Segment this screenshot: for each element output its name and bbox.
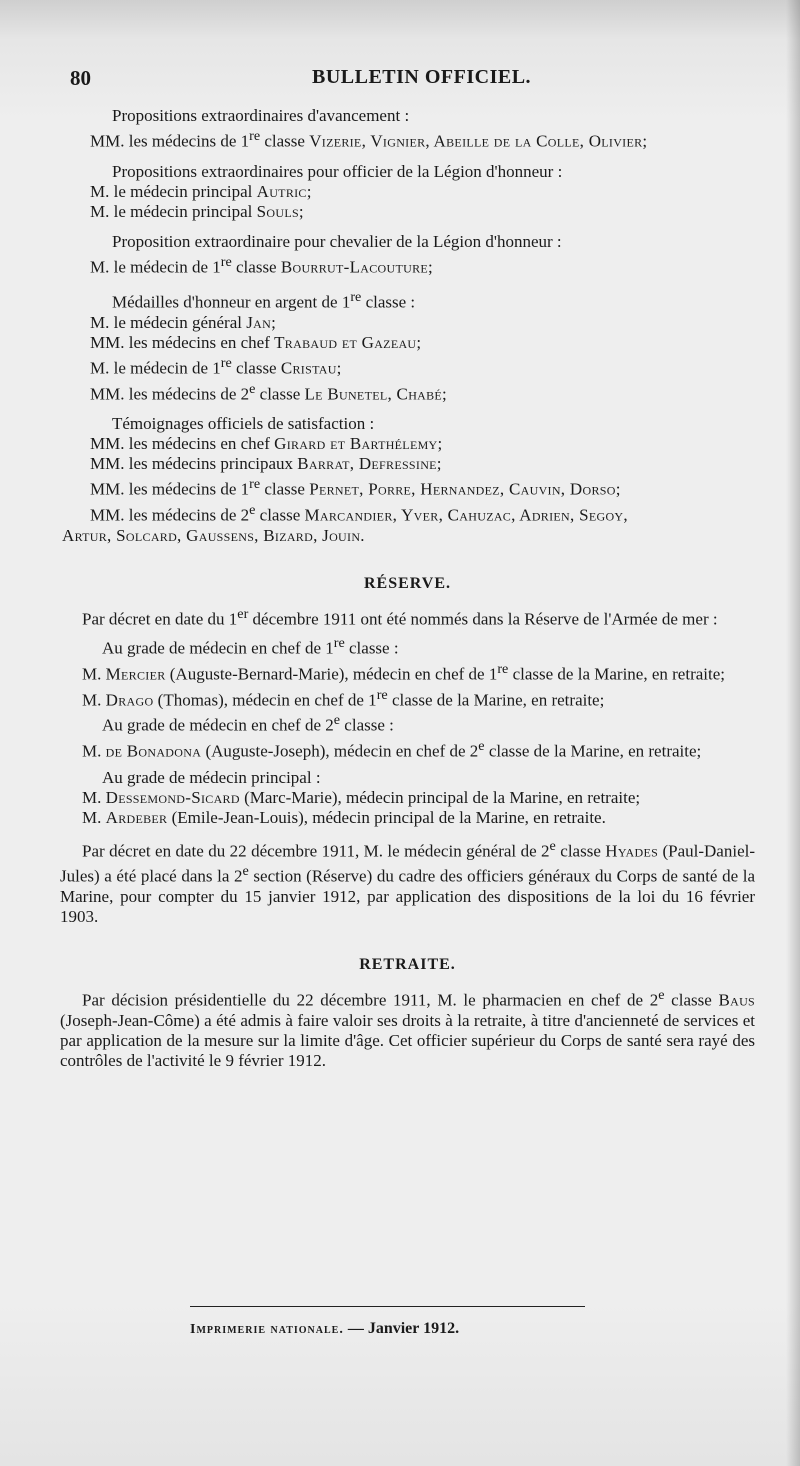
text: classe de la Marine, en retraite; (508, 664, 725, 684)
text: Par décret en date du 1 (82, 609, 238, 629)
text: Par décision présidentielle du 22 décembre 1911, M. le pharmacien en chef de 2 (82, 990, 659, 1010)
text: classe : (340, 715, 394, 735)
text: M. le médecin principal (90, 181, 257, 201)
names: Jan; (246, 312, 277, 332)
temoignages-line-2 (60, 454, 755, 474)
text: M. (82, 741, 106, 761)
names: Bourrut-Lacouture; (280, 257, 434, 277)
superscript: re (249, 476, 261, 493)
text: classe (260, 131, 310, 151)
temoignages-line-5 (60, 526, 755, 546)
names: Barrat, Defressine; (297, 454, 442, 474)
text: classe (555, 841, 606, 861)
names: Hyades (605, 841, 659, 861)
reserve-title: RÉSERVE. (363, 574, 451, 592)
temoignages-heading: Témoignages officiels de satisfaction : (112, 414, 375, 434)
superscript: er (237, 605, 249, 622)
text: M. (82, 807, 106, 827)
text: classe (664, 990, 719, 1010)
reserve-dessemond (60, 788, 755, 808)
text: (Emile-Jean-Louis), médecin principal de la Marine, en retraite. (167, 807, 606, 827)
text: (Marc-Marie), médecin principal de la Marine, en retraite; (239, 787, 641, 807)
reserve-drago (60, 685, 755, 711)
avancement-line (60, 126, 755, 152)
text: classe (255, 505, 305, 525)
superscript: e (549, 837, 556, 854)
text: (Joseph-Jean-Côme) a été admis à faire valoir ses droits à la retraite, à titre d'ancienneté de services et par application de la mesure sur la limite d'âge. Cet officier supérieur du Corps de santé sera rayé des contrôles de l'activité le 9 février 1912. (60, 1010, 755, 1070)
text: M. le médecin de 1 (90, 257, 221, 277)
running-title: BULLETIN OFFICIEL. (312, 66, 532, 88)
superscript: re (220, 354, 232, 371)
text: classe (231, 257, 281, 277)
page-header (70, 66, 770, 94)
text: classe (255, 384, 305, 404)
avancement-heading: Propositions extraordinaires d'avancement : (112, 106, 410, 125)
superscript: re (376, 686, 388, 703)
superscript: re (333, 635, 345, 652)
medailles-line-2 (60, 333, 755, 353)
imprint-line (190, 1320, 459, 1338)
text: classe de la Marine, en retraite; (484, 741, 702, 761)
page-footer (190, 1306, 610, 1346)
medailles-line-4 (60, 379, 755, 405)
imprint-date: — Janvier 1912. (343, 1320, 460, 1337)
retraite-title: RETRAITE. (359, 955, 456, 973)
page-body (60, 106, 755, 1071)
reserve-grade-3: Au grade de médecin principal : (102, 767, 321, 787)
names: Ardeber (105, 807, 168, 827)
text: section (Réserve) du cadre des officiers généraux du Corps de santé de la Marine, pour compter du 15 janvier 1912, par application des dispositions de la loi du 16 février 1903. (60, 866, 755, 926)
superscript: e (242, 863, 249, 880)
names: Autric; (256, 181, 312, 201)
text: M. le médecin de 1 (90, 358, 221, 378)
text: (Auguste-Joseph), médecin en chef de 2 (201, 741, 479, 761)
superscript: re (497, 660, 509, 677)
names: Vizerie, Vignier, Abeille de la Colle, Olivier; (309, 131, 648, 151)
reserve-paragraph-2 (60, 836, 755, 927)
chevalier-line (60, 252, 755, 278)
names: Cristau; (280, 358, 342, 378)
footer-rule (190, 1306, 585, 1307)
superscript: e (249, 501, 256, 518)
superscript: e (658, 986, 665, 1003)
superscript: e (478, 737, 485, 754)
names: de Bonadona (105, 741, 202, 761)
temoignages-line-4 (60, 500, 755, 526)
superscript: re (350, 289, 362, 306)
text: classe (260, 479, 310, 499)
text: Par décret en date du 22 décembre 1911, M. le médecin général de 2 (82, 841, 550, 861)
reserve-bonadona (60, 736, 755, 762)
temoignages-line-3 (60, 474, 755, 500)
text: MM. les médecins en chef (90, 332, 275, 352)
superscript: re (220, 253, 232, 270)
names: Girard et Barthélemy; (274, 434, 443, 454)
page-number: 80 (70, 66, 91, 90)
superscript: e (333, 712, 341, 729)
text: classe : (344, 638, 399, 658)
reserve-ardeber (60, 808, 755, 828)
text: MM. les médecins de 1 (90, 131, 250, 151)
text: décembre 1911 ont été nommés dans la Réserve de l'Armée de mer : (248, 609, 718, 629)
officier-line-2 (60, 202, 755, 222)
medailles-line-3 (60, 353, 755, 379)
text: M. le médecin principal (90, 201, 257, 221)
officier-heading: Propositions extraordinaires pour officier de la Légion d'honneur : (112, 161, 563, 181)
text: Au grade de médecin en chef de 2 (102, 715, 334, 735)
text: M. (82, 690, 106, 710)
names: Artur, Solcard, Gaussens, Bizard, Jouin. (62, 525, 365, 545)
imprint-name: Imprimerie nationale. (190, 1322, 344, 1337)
medailles-line-1 (60, 313, 755, 333)
officier-line-1 (60, 182, 755, 202)
names: Pernet, Porre, Hernandez, Cauvin, Dorso; (309, 479, 621, 499)
text: classe (231, 358, 281, 378)
page-edge-shadow (786, 0, 800, 1466)
names: Trabaud et Gazeau; (274, 332, 422, 352)
reserve-mercier (60, 659, 755, 685)
superscript: e (249, 380, 256, 397)
chevalier-heading: Proposition extraordinaire pour chevalier de la Légion d'honneur : (112, 231, 562, 251)
reserve-grade-2 (60, 710, 755, 736)
reserve-grade-1 (60, 633, 755, 659)
superscript: re (249, 128, 261, 144)
text: (Auguste-Bernard-Marie), médecin en chef de 1 (165, 664, 498, 684)
text: (Paul-Daniel-Jules) a été placé dans la 2 (60, 841, 755, 886)
text: MM. les médecins principaux (90, 454, 298, 474)
names: Souls; (256, 201, 304, 221)
names: Drago (105, 690, 154, 710)
medailles-heading (60, 287, 755, 313)
text: Médailles d'honneur en argent de 1 (112, 292, 351, 312)
names: Dessemond-Sicard (105, 787, 240, 807)
names: Baus (718, 990, 756, 1010)
names: Mercier (105, 664, 166, 684)
text: classe : (361, 292, 416, 312)
text: M. (82, 787, 106, 807)
text: MM. les médecins de 2 (90, 505, 250, 525)
text: (Thomas), médecin en chef de 1 (153, 690, 377, 710)
text: MM. les médecins de 1 (90, 479, 250, 499)
names: Marcandier, Yver, Cahuzac, Adrien, Segoy, (304, 505, 628, 525)
text: M. le médecin général (90, 312, 247, 332)
text: MM. les médecins en chef (90, 434, 275, 454)
text: classe de la Marine, en retraite; (387, 690, 605, 710)
text: M. (82, 664, 106, 684)
temoignages-line-1 (60, 434, 755, 454)
retraite-paragraph (60, 985, 755, 1071)
reserve-paragraph-1 (60, 604, 755, 630)
text: MM. les médecins de 2 (90, 384, 250, 404)
text: Au grade de médecin en chef de 1 (102, 638, 334, 658)
names: Le Bunetel, Chabé; (304, 384, 448, 404)
